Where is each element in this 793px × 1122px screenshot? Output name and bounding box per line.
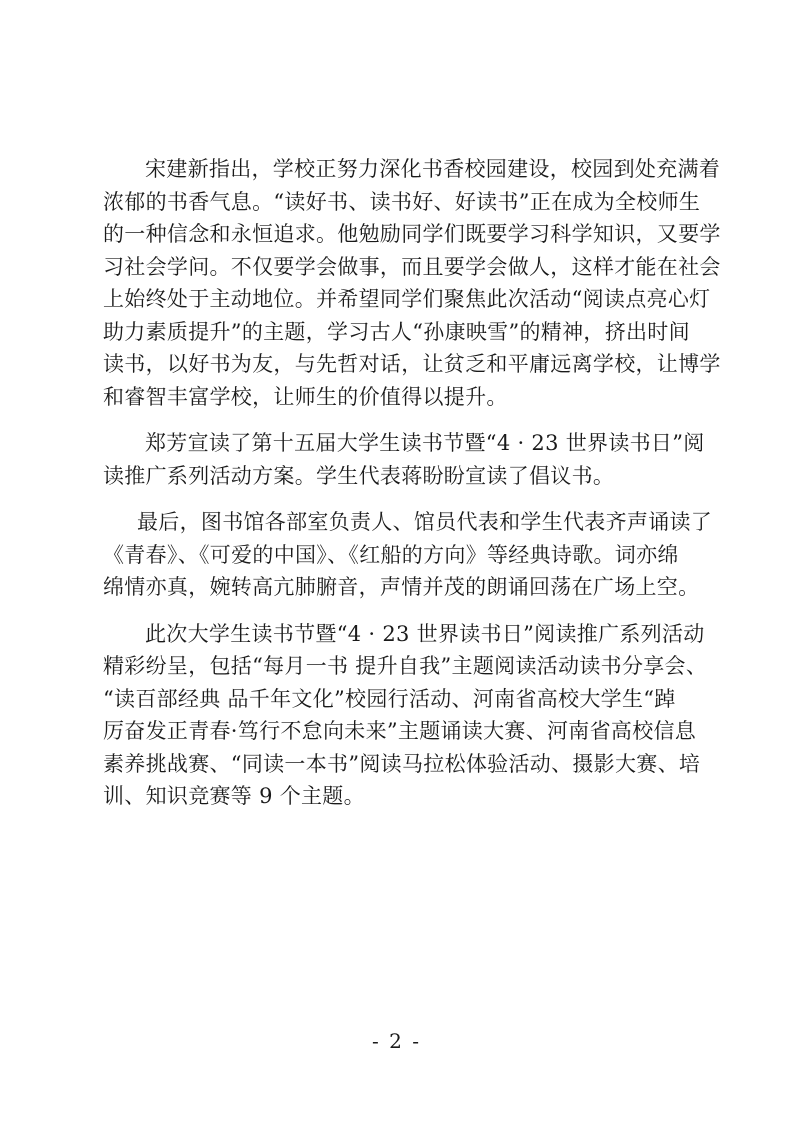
text-line: 厉奋发正青春·笃行不怠向未来”主题诵读大赛、河南省高校信息 (103, 719, 697, 743)
text-line: 最后，图书馆各部室负责人、馆员代表和学生代表齐声诵读了 (137, 510, 713, 534)
text-line: 的一种信念和永恒追求。他勉励同学们既要学习科学知识，又要学 (103, 222, 721, 246)
paragraph-zheng-fang-plan (103, 427, 705, 492)
text-line: 和睿智丰富学校，让师生的价值得以提升。 (103, 384, 508, 409)
text-line: 《青春》、《可爱的中国》、《红船的方向》等经典诗歌。词亦绵 (103, 542, 679, 567)
text-line: 习社会学问。不仅要学会做事，而且要学会做人，这样才能在社会 (103, 254, 721, 279)
body-text (103, 153, 721, 813)
text-line: 郑芳宣读了第十五届大学生读书节暨“4 · 23 世界读书日”阅 (145, 431, 705, 455)
text-line: 读推广系列活动方案。学生代表蒋盼盼宣读了倡议书。 (103, 463, 615, 488)
paragraph-song-jianxin-remarks (103, 153, 721, 413)
text-line: 上始终处于主动地位。并希望同学们聚焦此次活动“阅读点亮心灯 (103, 287, 711, 311)
text-line: 助力素质提升”的主题，学习古人“孙康映雪”的精神，挤出时间 (103, 319, 690, 344)
text-line: 精彩纷呈，包括“每月一书 提升自我”主题阅读活动读书分享会、 (103, 654, 708, 678)
paragraph-recitation (103, 506, 713, 604)
paragraph-activity-summary (103, 618, 708, 813)
text-line: 读书，以好书为友，与先哲对话，让贫乏和平庸远离学校，让博学 (103, 352, 721, 376)
text-line: 浓郁的书香气息。“读好书、读书好、好读书”正在成为全校师生 (103, 189, 701, 214)
text-line: 训、知识竞赛等 9 个主题。 (103, 784, 365, 808)
text-line: “读百部经典 品千年文化”校园行活动、河南省高校大学生“踔 (103, 686, 676, 711)
text-line: 素养挑战赛、“同读一本书”阅读马拉松体验活动、摄影大赛、培 (103, 751, 701, 776)
text-line: 宋建新指出，学校正努力深化书香校园建设，校园到处充满着 (145, 157, 721, 181)
text-line: 绵情亦真，婉转高亢肺腑音，声情并茂的朗诵回荡在广场上空。 (103, 575, 700, 599)
text-line: 此次大学生读书节暨“4 · 23 世界读书日”阅读推广系列活动 (145, 621, 705, 646)
page-number: - 2 - (372, 1029, 421, 1053)
